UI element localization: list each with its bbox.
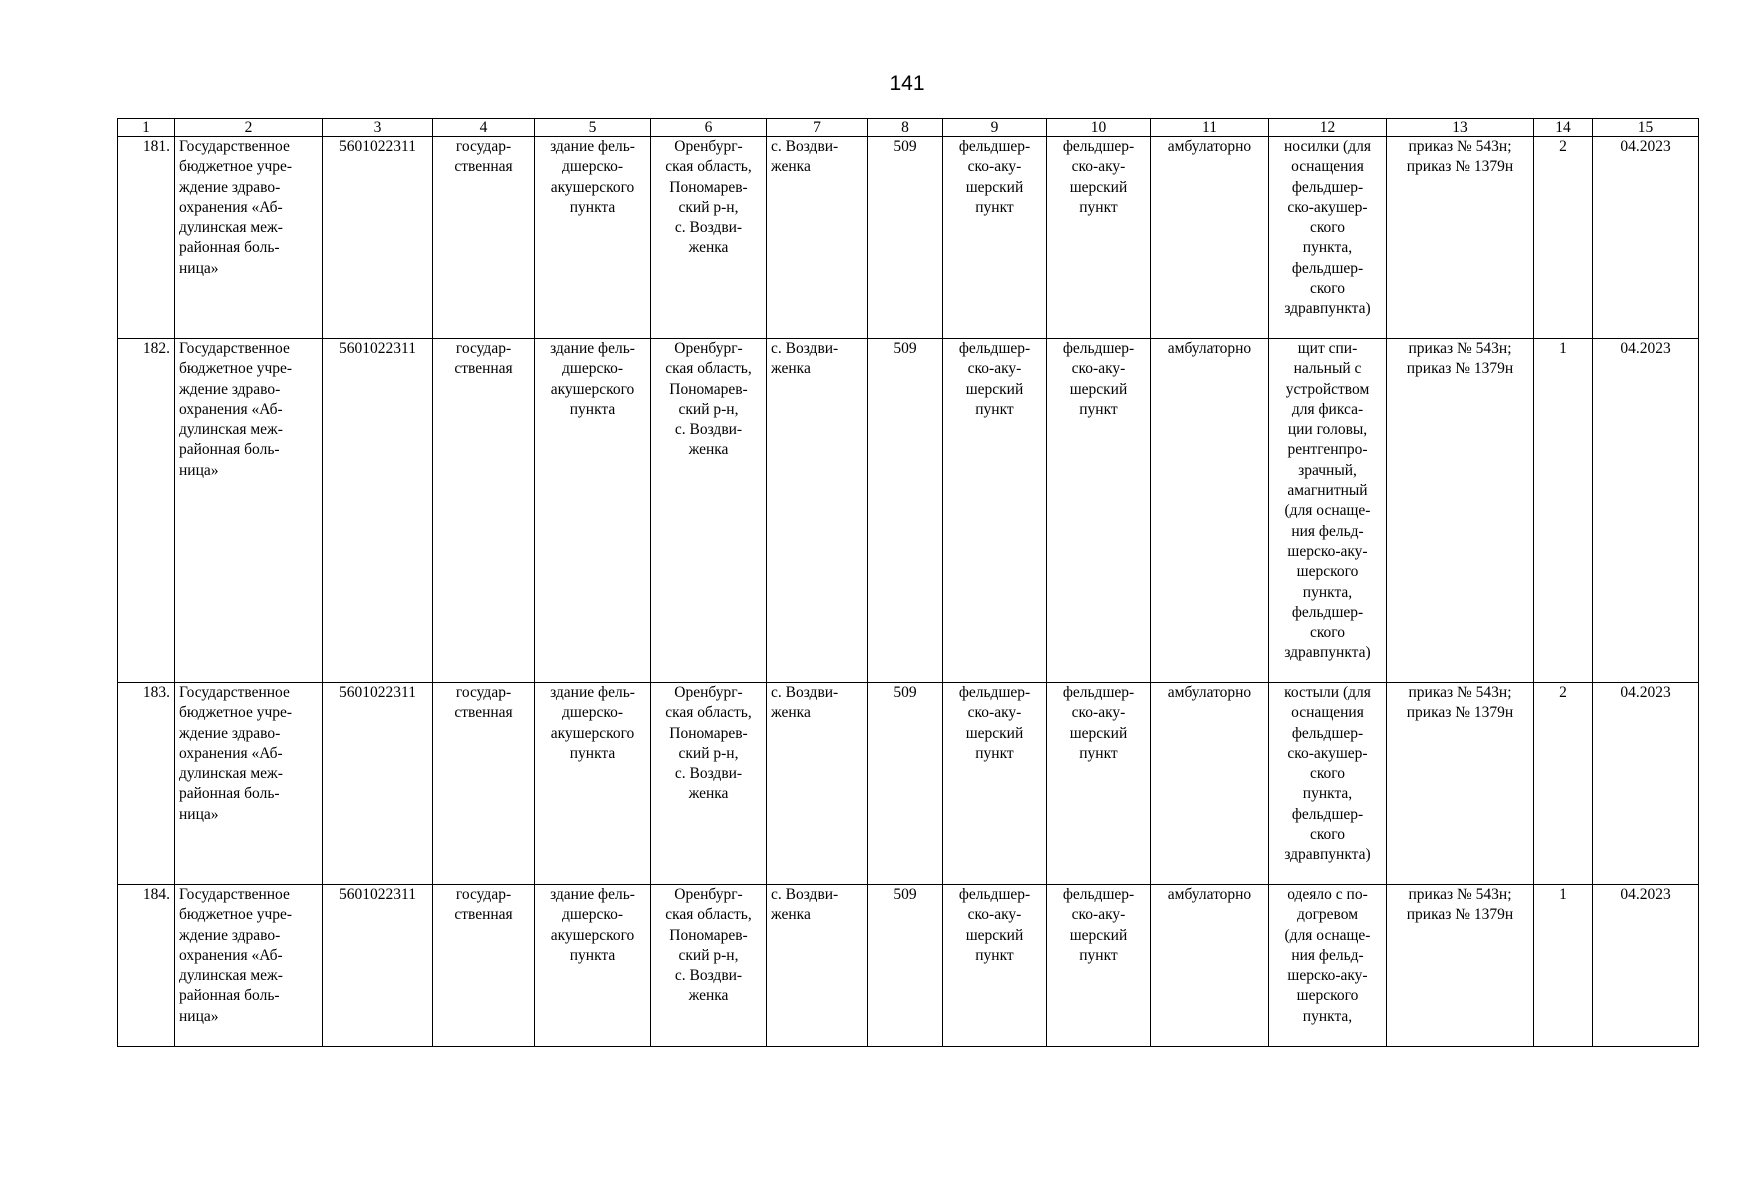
cell-text-line: Государственное [179,684,290,701]
cell-text-line: дшерско- [562,360,623,378]
page-number: 141 [889,72,925,95]
column-number-cell: 2 [175,119,323,137]
cell-text-line: бюджетное учре- [179,704,293,722]
cell-text-line: пункта [569,946,616,964]
cell-text-line: оснащения [1291,704,1364,722]
column-number-cell: 8 [868,119,943,137]
inn-cell: 5601022311 [323,885,433,1047]
column-number-cell: 9 [943,119,1047,137]
organization-name-cell [175,137,323,339]
cell-text-line: государ- [455,138,512,155]
cell-text-line: ского [1309,765,1346,783]
population-cell: 509 [868,137,943,339]
row-number-cell: 181. [118,137,175,339]
cell-text-line: фельдшер- [1291,178,1364,196]
cell-text-line: государ- [455,886,512,903]
cell-text-line: пункт [1079,946,1118,964]
cell-text-line: шерского [1296,563,1359,581]
cell-text-line: ско-акушер- [1287,744,1368,762]
cell-text-line: (для оснаще- [1284,502,1371,520]
row-number-cell: 184. [118,885,175,1047]
ownership-form-cell [433,137,535,339]
column-number-cell: 3 [323,119,433,137]
cell-text-line: ский р-н, [678,198,739,216]
cell-text-line: фельдшер- [1062,684,1135,701]
ownership-form-cell [433,683,535,885]
organization-name-cell [175,885,323,1047]
cell-text-line: охранения «Аб- [179,400,283,418]
unit-name-cell [1047,339,1151,683]
column-number-cell: 11 [1151,119,1269,137]
cell-text-line: фельдшер- [958,138,1031,155]
cell-text-line: с. Воздви- [674,421,743,439]
unit-type-cell [943,339,1047,683]
address-cell [651,683,767,885]
table-row [118,683,1699,885]
address-cell [651,885,767,1047]
cell-text-line: ского [1309,826,1346,844]
cell-text-line: охранения «Аб- [179,946,283,964]
cell-text-line: ский р-н, [678,946,739,964]
cell-text-line: здравпункта) [1284,300,1371,318]
orders-cell [1387,137,1534,339]
cell-text-line: щит спи- [1297,340,1358,357]
unit-name-cell [1047,137,1151,339]
cell-text-line: дулинская меж- [179,219,283,237]
building-cell [535,683,651,885]
cell-text-line: здание фель- [550,886,635,903]
cell-text-line: шерского [1296,987,1359,1005]
cell-text-line: фельдшер- [958,340,1031,357]
inn-cell: 5601022311 [323,683,433,885]
cell-text-line: с. Воздви- [771,340,839,357]
cell-text-line: шерский [1069,380,1128,398]
quantity-cell: 2 [1534,683,1593,885]
cell-text-line: бюджетное учре- [179,158,293,176]
cell-text-line: пункт [975,946,1014,964]
cell-text-line: пункта, [1302,785,1353,803]
cell-text-line: костыли (для [1284,684,1371,701]
inn-cell: 5601022311 [323,339,433,683]
cell-text-line: амагнитный [1287,482,1368,500]
cell-text-line: приказ № 1379н [1406,360,1514,378]
cell-text-line: для фикса- [1291,400,1364,418]
equipment-cell [1269,683,1387,885]
cell-text-line: шерский [965,926,1024,944]
cell-text-line: ница» [179,461,219,479]
date-cell: 04.2023 [1593,885,1699,1047]
column-number-cell: 1 [118,119,175,137]
cell-text-line: с. Воздви- [674,967,743,985]
building-cell [535,339,651,683]
quantity-cell: 1 [1534,339,1593,683]
column-number-cell: 7 [767,119,868,137]
cell-text-line: фельдшер- [1291,724,1364,742]
cell-text-line: женка [688,239,729,257]
cell-text-line: женка [771,360,811,378]
cell-text-line: ская область, [665,360,752,378]
cell-text-line: ско-аку- [967,906,1022,924]
cell-text-line: Оренбург- [674,138,743,155]
cell-text-line: районная боль- [179,785,280,803]
cell-text-line: с. Воздви- [771,886,839,903]
cell-text-line: приказ № 1379н [1406,906,1514,924]
cell-text-line: пункта [569,400,616,418]
unit-type-cell [943,137,1047,339]
quantity-cell: 1 [1534,885,1593,1047]
cell-text-line: пункт [1079,400,1118,418]
cell-text-line: здание фель- [550,340,635,357]
cell-text-line: ско-аку- [967,360,1022,378]
cell-text-line: акушерского [550,380,635,398]
cell-text-line: ско-аку- [967,704,1022,722]
inn-cell: 5601022311 [323,137,433,339]
cell-text-line: приказ № 543н; [1408,886,1512,903]
cell-text-line: шерско-аку- [1287,967,1368,985]
cell-text-line: ждение здраво- [179,380,281,398]
table-row [118,885,1699,1047]
cell-text-line: дшерско- [562,906,623,924]
cell-text-line: шерский [1069,926,1128,944]
cell-text-line: охранения «Аб- [179,744,283,762]
cell-text-line: женка [688,441,729,459]
settlement-cell [767,339,868,683]
cell-text-line: с. Воздви- [771,138,839,155]
table-body [118,119,1699,1047]
cell-text-line: ского [1309,219,1346,237]
cell-text-line: рентгенпро- [1287,441,1368,459]
address-cell [651,137,767,339]
column-number-cell: 12 [1269,119,1387,137]
cell-text-line: Пономарев- [669,926,748,944]
cell-text-line: ница» [179,259,219,277]
cell-text-line: приказ № 543н; [1408,138,1512,155]
cell-text-line: акушерского [550,178,635,196]
settlement-cell [767,137,868,339]
cell-text-line: ния фельд- [1291,946,1364,964]
cell-text-line: женка [688,785,729,803]
cell-text-line: шерский [965,380,1024,398]
cell-text-line: ско-аку- [1071,906,1126,924]
row-number-cell: 182. [118,339,175,683]
cell-text-line: с. Воздви- [674,765,743,783]
cell-text-line: дшерско- [562,158,623,176]
unit-name-cell [1047,683,1151,885]
cell-text-line: фельдшер- [958,684,1031,701]
cell-text-line: ции головы, [1287,421,1368,439]
cell-text-line: приказ № 1379н [1406,158,1514,176]
equipment-cell [1269,339,1387,683]
cell-text-line: дулинская меж- [179,421,283,439]
cell-text-line: ская область, [665,158,752,176]
cell-text-line: фельдшер- [1062,138,1135,155]
cell-text-line: шерско-аку- [1287,542,1368,560]
cell-text-line: дулинская меж- [179,765,283,783]
cell-text-line: ница» [179,805,219,823]
row-number-cell: 183. [118,683,175,885]
cell-text-line: ственная [454,704,513,722]
cell-text-line: Государственное [179,886,290,903]
cell-text-line: районная боль- [179,239,280,257]
cell-text-line: фельдшер- [958,886,1031,903]
cell-text-line: Оренбург- [674,684,743,701]
cell-text-line: районная боль- [179,441,280,459]
cell-text-line: ская область, [665,906,752,924]
column-number-cell: 5 [535,119,651,137]
cell-text-line: ждение здраво- [179,178,281,196]
ownership-form-cell [433,339,535,683]
column-number-cell: 14 [1534,119,1593,137]
orders-cell [1387,885,1534,1047]
organization-name-cell [175,339,323,683]
cell-text-line: женка [771,906,811,924]
care-form-cell: амбулаторно [1151,683,1269,885]
cell-text-line: нальный с [1293,360,1362,378]
organization-name-cell [175,683,323,885]
cell-text-line: ско-акушер- [1287,198,1368,216]
column-number-cell: 4 [433,119,535,137]
cell-text-line: женка [771,158,811,176]
cell-text-line: ско-аку- [1071,704,1126,722]
cell-text-line: пункта [569,198,616,216]
cell-text-line: ственная [454,360,513,378]
cell-text-line: пункт [1079,198,1118,216]
cell-text-line: ского [1309,280,1346,298]
cell-text-line: дшерско- [562,704,623,722]
population-cell: 509 [868,683,943,885]
cell-text-line: оснащения [1291,158,1364,176]
date-cell: 04.2023 [1593,339,1699,683]
cell-text-line: устройством [1285,380,1370,398]
ownership-form-cell [433,885,535,1047]
cell-text-line: здравпункта) [1284,644,1371,662]
cell-text-line: ский р-н, [678,744,739,762]
building-cell [535,885,651,1047]
cell-text-line: приказ № 1379н [1406,704,1514,722]
cell-text-line: фельдшер- [1062,340,1135,357]
cell-text-line: шерский [965,724,1024,742]
cell-text-line: Пономарев- [669,380,748,398]
cell-text-line: пункт [975,198,1014,216]
cell-text-line: женка [688,987,729,1005]
population-cell: 509 [868,339,943,683]
cell-text-line: дулинская меж- [179,967,283,985]
cell-text-line: догревом [1296,906,1359,924]
column-number-cell: 13 [1387,119,1534,137]
cell-text-line: пункт [975,400,1014,418]
cell-text-line: пункта, [1302,1007,1353,1025]
cell-text-line: фельдшер- [1291,603,1364,621]
cell-text-line: бюджетное учре- [179,906,293,924]
cell-text-line: Пономарев- [669,178,748,196]
cell-text-line: здравпункта) [1284,846,1371,864]
cell-text-line: приказ № 543н; [1408,340,1512,357]
orders-cell [1387,683,1534,885]
care-form-cell: амбулаторно [1151,339,1269,683]
cell-text-line: шерский [965,178,1024,196]
cell-text-line: пункта, [1302,583,1353,601]
table-row [118,339,1699,683]
cell-text-line: здание фель- [550,138,635,155]
cell-text-line: фельдшер- [1062,886,1135,903]
date-cell: 04.2023 [1593,137,1699,339]
cell-text-line: пункта, [1302,239,1353,257]
care-form-cell: амбулаторно [1151,137,1269,339]
column-number-row [118,119,1699,137]
cell-text-line: Государственное [179,138,290,155]
cell-text-line: приказ № 543н; [1408,684,1512,701]
care-form-cell: амбулаторно [1151,885,1269,1047]
cell-text-line: ский р-н, [678,400,739,418]
settlement-cell [767,885,868,1047]
cell-text-line: фельдшер- [1291,259,1364,277]
cell-text-line: здание фель- [550,684,635,701]
cell-text-line: ско-аку- [1071,158,1126,176]
unit-name-cell [1047,885,1151,1047]
address-cell [651,339,767,683]
cell-text-line: ница» [179,1007,219,1025]
cell-text-line: женка [771,704,811,722]
cell-text-line: ждение здраво- [179,926,281,944]
cell-text-line: ско-аку- [967,158,1022,176]
equipment-table [117,118,1699,1047]
cell-text-line: Государственное [179,340,290,357]
cell-text-line: пункт [1079,744,1118,762]
cell-text-line: Пономарев- [669,724,748,742]
column-number-cell: 10 [1047,119,1151,137]
cell-text-line: охранения «Аб- [179,198,283,216]
equipment-cell [1269,885,1387,1047]
cell-text-line: районная боль- [179,987,280,1005]
cell-text-line: шерский [1069,178,1128,196]
cell-text-line: шерский [1069,724,1128,742]
cell-text-line: пункт [975,744,1014,762]
cell-text-line: государ- [455,340,512,357]
date-cell: 04.2023 [1593,683,1699,885]
column-number-cell: 15 [1593,119,1699,137]
unit-type-cell [943,885,1047,1047]
cell-text-line: акушерского [550,926,635,944]
cell-text-line: пункта [569,744,616,762]
cell-text-line: Оренбург- [674,886,743,903]
cell-text-line: ственная [454,158,513,176]
cell-text-line: Оренбург- [674,340,743,357]
table-row [118,137,1699,339]
quantity-cell: 2 [1534,137,1593,339]
settlement-cell [767,683,868,885]
orders-cell [1387,339,1534,683]
cell-text-line: с. Воздви- [674,219,743,237]
cell-text-line: с. Воздви- [771,684,839,701]
equipment-cell [1269,137,1387,339]
column-number-cell: 6 [651,119,767,137]
cell-text-line: зрачный, [1298,461,1357,479]
cell-text-line: одеяло с по- [1287,886,1368,903]
population-cell: 509 [868,885,943,1047]
cell-text-line: ждение здраво- [179,724,281,742]
cell-text-line: (для оснаще- [1284,926,1371,944]
cell-text-line: ского [1309,624,1346,642]
cell-text-line: акушерского [550,724,635,742]
cell-text-line: государ- [455,684,512,701]
cell-text-line: ско-аку- [1071,360,1126,378]
building-cell [535,137,651,339]
unit-type-cell [943,683,1047,885]
cell-text-line: фельдшер- [1291,805,1364,823]
cell-text-line: бюджетное учре- [179,360,293,378]
cell-text-line: ния фельд- [1291,522,1364,540]
cell-text-line: ская область, [665,704,752,722]
cell-text-line: ственная [454,906,513,924]
cell-text-line: носилки (для [1284,138,1371,155]
